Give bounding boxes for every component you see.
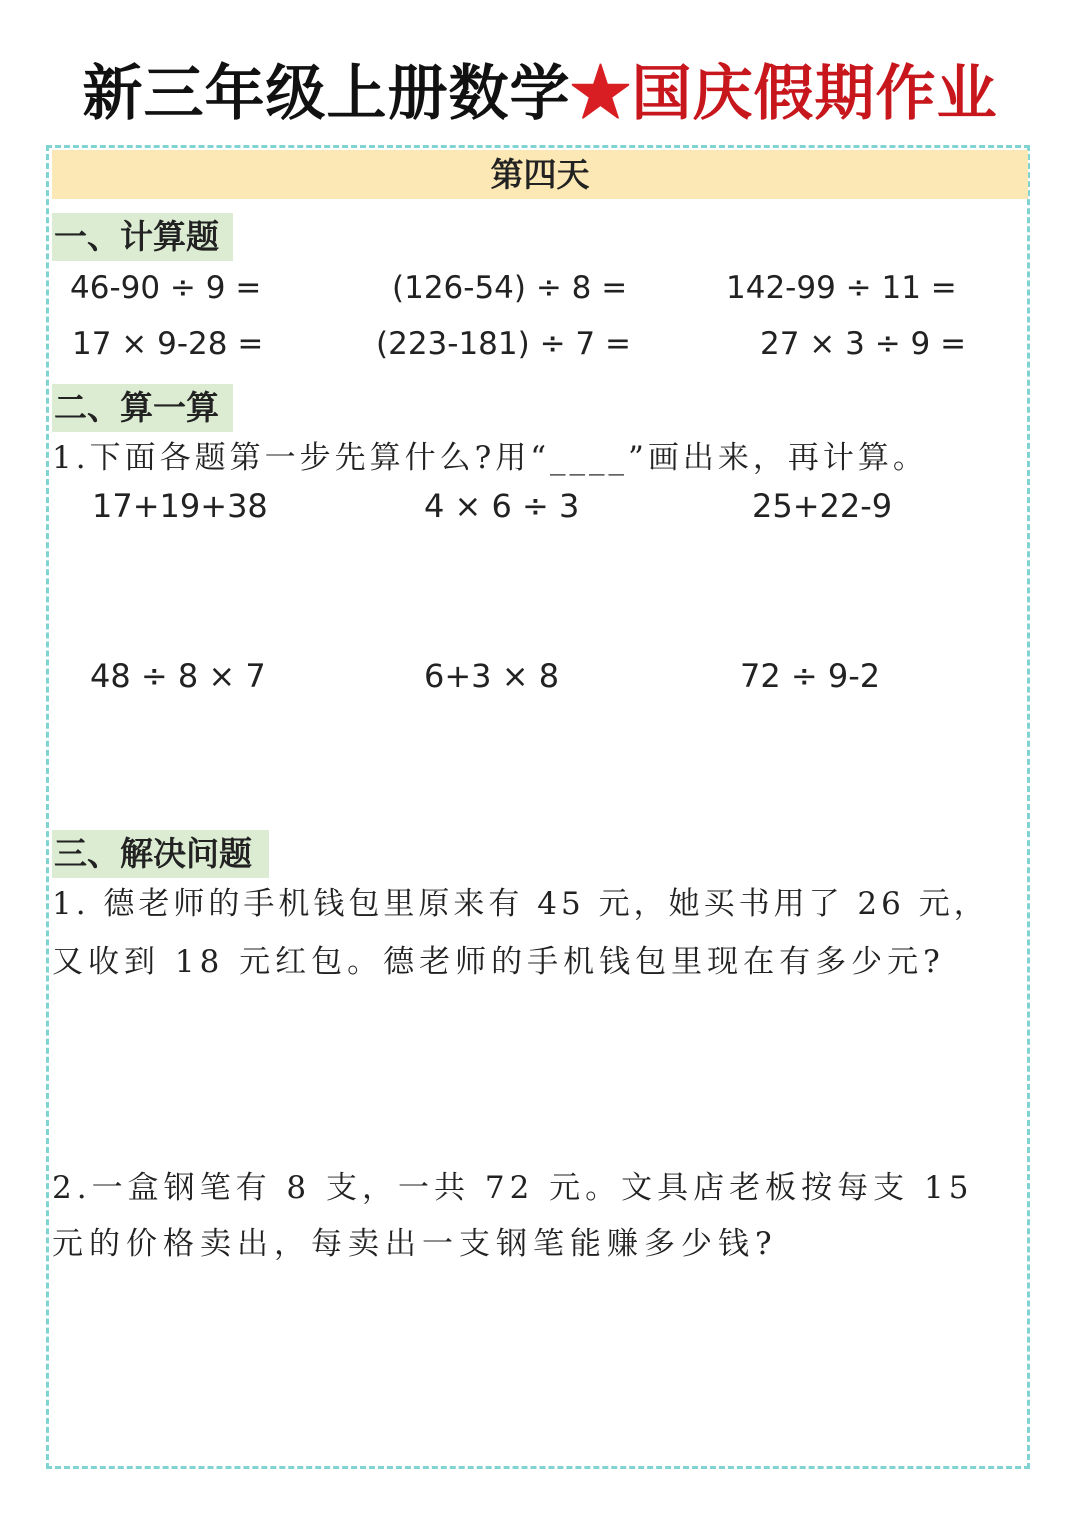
calc-item: (126-54) ÷ 8 =: [392, 270, 628, 306]
problem-1-line-1: 1. 德老师的手机钱包里原来有 45 元，她买书用了 26 元，: [52, 886, 989, 922]
order-item: 4 × 6 ÷ 3: [424, 487, 580, 525]
order-item: 6+3 × 8: [424, 657, 560, 695]
order-item: 25+22-9: [752, 487, 893, 525]
calc-item: (223-181) ÷ 7 =: [376, 326, 631, 362]
section2-heading: 二、算一算: [54, 388, 219, 427]
section3-heading: 三、解决问题: [54, 834, 252, 873]
day-title: 第四天: [490, 155, 590, 194]
title-highlight: 国庆假期作业: [631, 59, 998, 129]
problem-2-line-2: 元的价格卖出，每卖出一支钢笔能赚多少钱?: [52, 1226, 778, 1262]
star-icon: ★: [570, 59, 632, 129]
calc-item: 27 × 3 ÷ 9 =: [760, 326, 967, 362]
calc-item: 17 × 9-28 =: [72, 326, 264, 362]
calc-item: 46-90 ÷ 9 =: [70, 270, 262, 306]
section2-instruction: 1.下面各题第一步先算什么?用“____”画出来，再计算。: [52, 440, 928, 476]
problem-2-line-1: 2.一盒钢笔有 8 支，一共 72 元。文具店老板按每支 15: [52, 1170, 974, 1206]
title-main: 新三年级上册数学: [82, 59, 571, 129]
order-item: 17+19+38: [92, 487, 268, 525]
order-item: 48 ÷ 8 × 7: [90, 657, 266, 695]
calc-item: 142-99 ÷ 11 =: [726, 270, 957, 306]
page-title: [0, 54, 1080, 134]
order-item: 72 ÷ 9-2: [740, 657, 881, 695]
problem-1-line-2: 又收到 18 元红包。德老师的手机钱包里现在有多少元?: [52, 944, 945, 980]
section1-heading: 一、计算题: [54, 217, 219, 256]
